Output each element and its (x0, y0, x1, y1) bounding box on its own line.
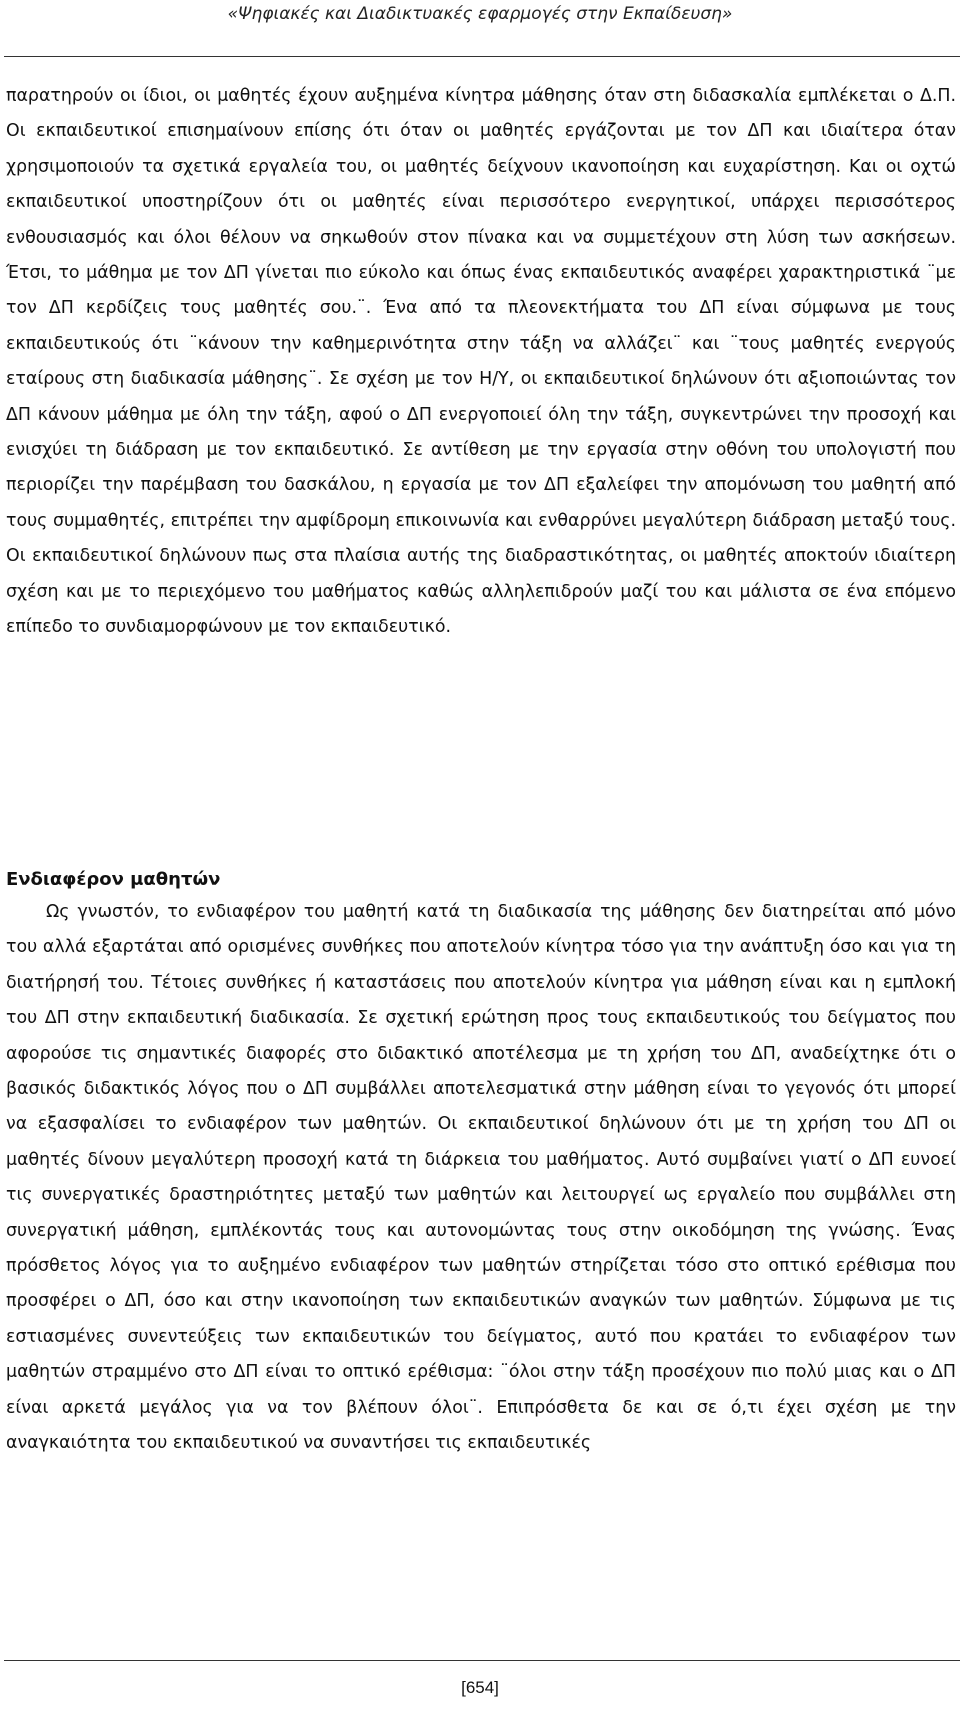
page-number: [654] (461, 1678, 499, 1697)
footer-divider (4, 1660, 960, 1661)
body-paragraph (6, 79, 956, 646)
body-paragraph-text: παρατηρούν οι ίδιοι, οι μαθητές έχουν αυξημένα κίνητρα μάθησης όταν στη διδασκαλία εμπλέκεται ο Δ.Π. Οι εκπαιδευτικοί επισημαίνουν επίσης ότι όταν οι μαθητές εργάζονται με τον ΔΠ και ιδιαίτερα όταν χρησιμοποιούν τα σχετικά εργαλεία του, οι μαθητές δείχνουν ικανοποίηση και ευχαρίστηση. Και οι οχτώ εκπαιδευτικοί υποστηρίζουν ότι οι μαθητές είναι περισσότερο ενεργητικοί, υπάρχει περισσότερος ενθουσιασμός και όλοι θέλουν να σηκωθούν στον πίνακα και να συμμετέχουν στη λύση των ασκήσεων. Έτσι, το μάθημα με τον ΔΠ γίνεται πιο εύκολο και όπως ένας εκπαιδευτικός αναφέρει χαρακτηριστικά ¨με τον ΔΠ κερδίζεις τους μαθητές σου.¨. Ένα από τα πλεονεκτήματα του ΔΠ είναι σύμφωνα με τους εκπαιδευτικούς ότι ¨κάνουν την καθημερινότητα στην τάξη να αλλάζει¨ και ¨τους μαθητές ενεργούς εταίρους στη διαδικασία μάθησης¨. Σε σχέση με τον Η/Υ, οι εκπαιδευτικοί δηλώνουν ότι αξιοποιώντας τον ΔΠ κάνουν μάθημα με όλη την τάξη, αφού ο ΔΠ ενεργοποιεί όλη την τάξη, συγκεντρώνει την προσοχή και ενισχύει τη διάδραση με τον εκπαιδευτικό. Σε αντίθεση με την εργασία στην οθόνη του υπολογιστή που περιορίζει την παρέμβαση του δασκάλου, η εργασία με τον ΔΠ εξαλείφει την απομόνωση του μαθητή από τους συμμαθητές, επιτρέπει την αμφίδρομη επικοινωνία και ενθαρρύνει μεγαλύτερη διάδραση μεταξύ τους. Οι εκπαιδευτικοί δηλώνουν πως στα πλαίσια αυτής της διαδραστικότητας, οι μαθητές αποκτούν ιδιαίτερη σχέση και με το περιεχόμενο του μαθήματος καθώς αλληλεπιδρούν μαζί του και μάλιστα σε ένα επόμενο επίπεδο το συνδιαμορφώνουν με τον εκπαιδευτικό. (6, 86, 956, 638)
section-heading: Ενδιαφέρον μαθητών (6, 869, 221, 890)
page-header-title: «Ψηφιακές και Διαδικτυακές εφαρμογές στην Εκπαίδευση» (227, 4, 733, 24)
header-divider (4, 56, 960, 57)
section-paragraph: Ως γνωστόν, το ενδιαφέρον του μαθητή κατά τη διαδικασία της μάθησης δεν διατηρείται από μόνο του αλλά εξαρτάται από ορισμένες συνθήκες που αποτελούν κίνητρα τόσο για την ανάπτυξη όσο και για τη διατήρησή του. Τέτοιες συνθήκες ή καταστάσεις που αποτελούν κίνητρα για μάθηση είναι και η εμπλοκή του ΔΠ στην εκπαιδευτική διαδικασία. Σε σχετική ερώτηση προς τους εκπαιδευτικούς του δείγματος που αφορούσε τις σημαντικές διαφορές στο διδακτικό αποτέλεσμα με τη χρήση του ΔΠ, αναδείχτηκε ότι ο βασικός διδακτικός λόγος που ο ΔΠ συμβάλλει αποτελεσματικά στην μάθηση είναι το γεγονός ότι μπορεί να εξασφαλίσει το ενδιαφέρον των μαθητών. Οι εκπαιδευτικοί δηλώνουν ότι με τη χρήση του ΔΠ οι μαθητές δίνουν μεγαλύτερη προσοχή κατά τη διάρκεια του μαθήματος. Αυτό συμβαίνει γιατί ο ΔΠ ευνοεί τις συνεργατικές δραστηριότητες μεταξύ των μαθητών και λειτουργεί ως εργαλείο που συμβάλλει στη συνεργατική μάθηση, εμπλέκοντάς τους και αυτονομώντας τους στην οικοδόμηση της γνώσης. Ένας πρόσθετος λόγος για το αυξημένο ενδιαφέρον των μαθητών στηρίζεται τόσο στο οπτικό ερέθισμα που προσφέρει ο ΔΠ, όσο και στην ικανοποίηση των εκπαιδευτικών αναγκών των μαθητών. Σύμφωνα με τις εστιασμένες συνεντεύξεις των εκπαιδευτικών του δείγματος, αυτό που κρατάει το ενδιαφέρον των μαθητών στραμμένο στο ΔΠ είναι το οπτικό ερέθισμα: ¨όλοι στην τάξη προσέχουν πιο πολύ μιας και ο ΔΠ είναι αρκετά μεγάλος για να τον βλέπουν όλοι¨. Επιπρόσθετα δε και σε ό,τι έχει σχέση με την αναγκαιότητα του εκπαιδευτικού να συναντήσει τις εκπαιδευτικές (6, 902, 956, 1454)
